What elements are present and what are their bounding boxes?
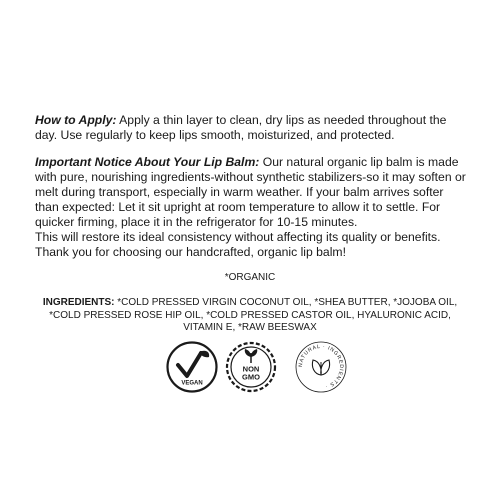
ingredients-label: INGREDIENTS: [42,297,115,308]
non-gmo-leaf-seal-icon [224,340,278,394]
organic-footnote: *ORGANIC [224,272,276,283]
how-to-apply-heading: How to Apply: [35,113,117,127]
notice-restore-line: This will restore its ideal consistency without affecting its quality or benefits. [35,230,441,244]
important-notice-text: Our natural organic lip balm is made with pure, nourishing ingredients-without synthetic stabilizers-so it may soften or melt during transport, especially in warm weather. If your balm arrives softer than expected: Let it sit upright at room temperature to allow it to settle. For quicker firming, place it in the refrigerator for 10-15 minutes. [35,155,466,229]
ingredients-text: *COLD PRESSED VIRGIN COCONUT OIL, *SHEA BUTTER, *JOJOBA OIL, *COLD PRESSED ROSE HIP OIL, *COLD PRESSED CASTOR OIL, HYALURONIC ACID, VITAMIN E, *RAW BEESWAX [49,297,458,333]
important-notice-heading: Important Notice About Your Lip Balm: [35,155,260,169]
non-gmo-badge [224,340,278,394]
vegan-checkmark-leaf-icon [165,340,219,394]
vegan-badge [165,340,219,394]
natural-ingredients-badge [294,340,348,394]
how-to-apply-text: Apply a thin layer to clean, dry lips as needed throughout the day. Use regularly to keep lips smooth, moisturized, and protected. [35,113,447,142]
vegan-badge-label: VEGAN [181,380,203,387]
natural-ingredients-ring-textpath: NATURAL · INGREDIENTS · [297,343,345,390]
how-to-apply-paragraph [35,113,467,143]
natural-ingredients-leaves-icon [294,340,348,394]
non-gmo-line2: GMO [242,372,260,382]
ingredients-list [32,297,468,335]
important-notice-paragraph [35,155,467,260]
notice-thank-you-line: Thank you for choosing our handcrafted, organic lip balm! [35,245,346,259]
non-gmo-line1: NON [242,364,260,374]
certification-badges [0,340,500,396]
